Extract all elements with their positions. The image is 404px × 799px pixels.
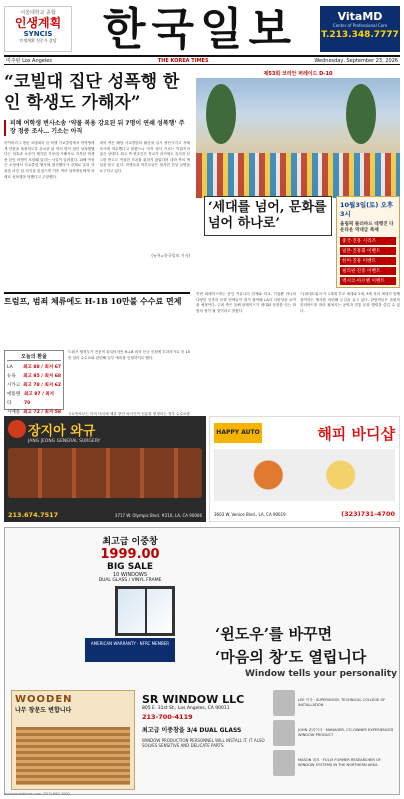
crowd-shape bbox=[196, 153, 400, 198]
window-quality: 최고급 이중창 bbox=[102, 537, 158, 547]
lead-body-columns bbox=[4, 141, 190, 251]
clinic-ad-name: 장지아 와규 bbox=[28, 424, 96, 439]
clinic-ad-address: 3717 W. Olympic Blvd. #210, LA, CA 90006 bbox=[114, 513, 203, 518]
weather-city: 시애틀 bbox=[7, 410, 21, 415]
tree-shape bbox=[206, 84, 236, 144]
parade-body-1: 이번 퍼레이드에는 한인 커뮤니티 단체와 학교, 기업뿐 아니라 다양한 인종과 문화 단체들이 대거 참여해 LA의 다양성을 보여줄 예정이다. 주최 측은 올해 퍼레이드가 세대와 문화를 잇는 화합의 장이 될 것이라고 밝혔다. bbox=[196, 292, 296, 313]
window-note: DUAL GLASS / VINYL FRAME bbox=[98, 578, 162, 583]
event-item: 멕시코·아르헨 이벤트 bbox=[340, 277, 396, 285]
bodyshop-logo: HAPPY AUTO bbox=[214, 423, 262, 443]
window-slogan-2: ‘마음의 창’도 열립니다 bbox=[215, 648, 367, 666]
masthead-title: 한국일보 bbox=[102, 4, 297, 55]
window-price: 1999.00 bbox=[100, 547, 160, 562]
weather-value: 최고 87 / 최저 70 bbox=[24, 392, 54, 406]
left-ad-line4: 인생계획 전문가 상담 bbox=[19, 38, 57, 43]
edition-label: 미주판 Los Angeles bbox=[6, 58, 52, 64]
paper-name: THE KOREA TIMES bbox=[157, 57, 209, 64]
weather-city: 시카고 bbox=[7, 383, 21, 388]
staff-list bbox=[273, 690, 397, 790]
weather-row bbox=[7, 381, 61, 390]
staff-text: MASON 대표 · FULLY FORMER RESEARCHER OF WINDOW SYSTEMS IN THE NORTHERN AREA bbox=[298, 758, 381, 767]
issue-date: Wednesday, September 23, 2026 bbox=[314, 57, 398, 64]
bodyshop-image bbox=[214, 449, 395, 501]
masthead-left-ad[interactable] bbox=[4, 6, 72, 52]
event-list bbox=[340, 237, 396, 285]
warranty-badge: AMERICAN WARRANTY · NFRC MEMBER bbox=[85, 638, 175, 662]
lead-headline[interactable]: “코빌대 집단 성폭행 한인 학생도 가해자” bbox=[4, 72, 180, 113]
parade-photo-block bbox=[196, 70, 400, 288]
window-sale: BIG SALE bbox=[106, 562, 154, 572]
weather-city: 뉴욕 bbox=[7, 374, 16, 379]
event-item: 중국·진흥 시리즈 bbox=[340, 237, 396, 245]
avatar bbox=[273, 720, 295, 746]
event-item: 필리핀·진흥 이벤트 bbox=[340, 267, 396, 275]
window-price-box bbox=[85, 534, 175, 583]
ad-row bbox=[4, 416, 400, 522]
window-count: 10 WINDOWS bbox=[112, 572, 147, 578]
weather-value: 최고 72 / 최저 58 bbox=[23, 410, 61, 415]
left-ad-line1: 서울대학교 종합 bbox=[20, 10, 56, 16]
window-slogan-3: Window tells your personality bbox=[245, 669, 397, 679]
lead-story-column bbox=[4, 70, 190, 259]
clinic-ad[interactable] bbox=[4, 416, 206, 522]
sr-address: 805 E. 31st St., Los Angeles, CA 90011 bbox=[142, 706, 230, 711]
masthead-right-ad[interactable] bbox=[320, 6, 400, 52]
second-body-2: 국토안보부는 이미 미국에 체류 중인 외국인이 신분을 변경하는 경우 수수료를 bbox=[68, 412, 190, 416]
left-ad-line2: 인생계획 bbox=[14, 16, 62, 30]
staff-row bbox=[273, 750, 397, 776]
weather-value: 최고 85 / 최저 68 bbox=[23, 374, 61, 379]
weather-value: 최고 78 / 최저 62 bbox=[23, 383, 61, 388]
staff-row bbox=[273, 720, 397, 746]
sr-promo: 최고급 이중창을 3/4 DUAL GLASS bbox=[142, 727, 242, 734]
clinic-ad-image bbox=[8, 448, 202, 498]
event-item: 한미·진흥 이벤트 bbox=[340, 257, 396, 265]
parade-body-2: ‘나대네트워크’가 1세대 부모 세대와 2세, 3세 자녀 세대가 함께 참여하는 행사를 마련해 눈길을 끌고 있다. 관람객들은 올림픽 블러바드를 따라 펼쳐지는 공연과 전통 문화 행렬을 즐길 수 있다. bbox=[300, 292, 400, 313]
sr-name: SR WINDOW LLC bbox=[142, 693, 245, 706]
window-ad[interactable] bbox=[4, 527, 400, 795]
bodyshop-phone[interactable]: (323)731-4700 bbox=[341, 510, 395, 518]
blinds-image bbox=[16, 727, 130, 785]
weather-row bbox=[7, 390, 61, 408]
weather-row bbox=[7, 363, 61, 372]
bodyshop-address: 3603 W. Venice Blvd., LA, CA 90019 bbox=[214, 512, 286, 517]
left-ad-line3: SYNCIS bbox=[23, 30, 53, 38]
avatar bbox=[273, 690, 295, 716]
clinic-ad-phone[interactable]: 213.674.7517 bbox=[8, 511, 59, 519]
parade-body-columns bbox=[196, 292, 400, 380]
weather-row bbox=[7, 372, 61, 381]
dateline-bar bbox=[4, 55, 400, 65]
footer-contact: www.koreatimes.com (323) 692-2000 bbox=[4, 792, 70, 796]
weather-value: 최고 88 / 최저 67 bbox=[23, 365, 61, 370]
right-ad-phone: T.213.348.7777 bbox=[321, 30, 399, 40]
avatar bbox=[273, 750, 295, 776]
clinic-logo-icon bbox=[8, 420, 26, 438]
wooden-title: WOODEN bbox=[15, 694, 73, 705]
clinic-ad-sub: JANG JEONG GENERAL SURGERY bbox=[28, 439, 101, 444]
weather-box bbox=[4, 350, 64, 415]
parade-headline[interactable]: ‘세대를 넘어, 문화를 넘어 하나로’ bbox=[204, 196, 332, 236]
sr-extra: WINDOW PRODUCTION PERSONNEL WILL INSTALL IT. IT ALSO SOLVES SENSITIVE AND DELICATE PARTS. bbox=[142, 738, 265, 748]
right-ad-sub: Center of Professional Care bbox=[332, 23, 388, 28]
lead-body-1: 아이비리그 명문 코넬대의 한 학생 사교클럽에서 여학생에게 약물을 복용하도록 강요한 뒤 여러 명이 집단 성폭행했다는 의혹과 소송이 제기된 가운데 가해자로 지목된 학생 중 한인 학생이 포함돼 있다는 사실이 알려졌다. 피해 여성은 소장에서 사교클럽 행사에 참석했다가 강제로 술과 약물을 마신 뒤 의식을 잃었으며 이후 여러 남학생들에게 차례로 성폭행을 당했다고 주장했다. bbox=[4, 141, 95, 179]
bodyshop-ad[interactable] bbox=[209, 416, 400, 522]
lead-byline: (뉴욕=한국일보 기자) bbox=[151, 253, 190, 258]
lead-deck: 피해 여학생 변사소송 ‘약물 복용 강요된 뒤 7명이 연쇄 성폭행’ 주장 정중 조사… 기소는 아직 bbox=[4, 120, 190, 136]
second-story bbox=[4, 292, 190, 307]
weather-city: LA bbox=[7, 365, 13, 370]
second-body-1: 트럼프 행정부가 전문직 취업비자인 H-1B 비자 신규 신청에 부과하기로 한 10만 달러 수수료와 관련해 일부 예외를 인정하기로 했다. bbox=[68, 350, 190, 360]
parade-kicker: 제53회 코리안 퍼레이드 D-10 bbox=[263, 71, 333, 77]
wooden-sub: 나무 창문도 변합니다 bbox=[15, 707, 72, 714]
window-icon bbox=[115, 586, 175, 636]
bodyshop-name: 해피 바디샵 bbox=[317, 425, 395, 443]
second-headline[interactable]: 트럼프, 범죄 체류에도 H-1B 10만불 수수료 면제 bbox=[4, 292, 190, 307]
parade-photo[interactable] bbox=[196, 78, 400, 198]
sr-window-info bbox=[139, 690, 269, 790]
staff-row bbox=[273, 690, 397, 716]
event-subtitle: 올림픽 블러바드 대행진 다운타운 역대급 축제 bbox=[340, 222, 394, 233]
staff-text: LEE 이사 · SUPERVISOR, TECHNICAL COLLEGE OF INSTALLATION bbox=[298, 698, 386, 707]
window-slogan-1: ‘윈도우’를 바꾸면 bbox=[215, 625, 333, 643]
tree-shape bbox=[346, 84, 376, 144]
parade-event-box bbox=[336, 196, 400, 288]
wooden-panel bbox=[11, 690, 135, 790]
event-item: 일본·진흥회 이벤트 bbox=[340, 247, 396, 255]
staff-text: JOHN 관리이사 · MANAGER, CO-OWNER EXPERIENCED WINDOW PRODUCT bbox=[298, 728, 394, 737]
weather-title: 오늘의 환율 bbox=[7, 353, 61, 361]
event-date: 10월3일(토) 오후 3시 bbox=[340, 201, 394, 218]
right-ad-brand: VitaMD bbox=[337, 10, 383, 23]
weather-city: 애틀랜타 bbox=[7, 392, 21, 406]
sr-phone[interactable]: 213-700-4119 bbox=[142, 713, 193, 721]
lead-body-2: 대학 측은 해당 사교클럽의 활동을 일시 중단시키고 자체 조사에 착수했다고 밝혔으나 아직 형사 기소는 이뤄지지 않은 상태다. 원고 측 변호인은 학교가 과거에도 유사한 신고를 받고도 적절한 조치를 취하지 않았다며 대학 측의 책임을 묻고 있다. 학생들과 학부모들은 철저한 진상 규명을 요구하고 있다. bbox=[99, 141, 190, 173]
